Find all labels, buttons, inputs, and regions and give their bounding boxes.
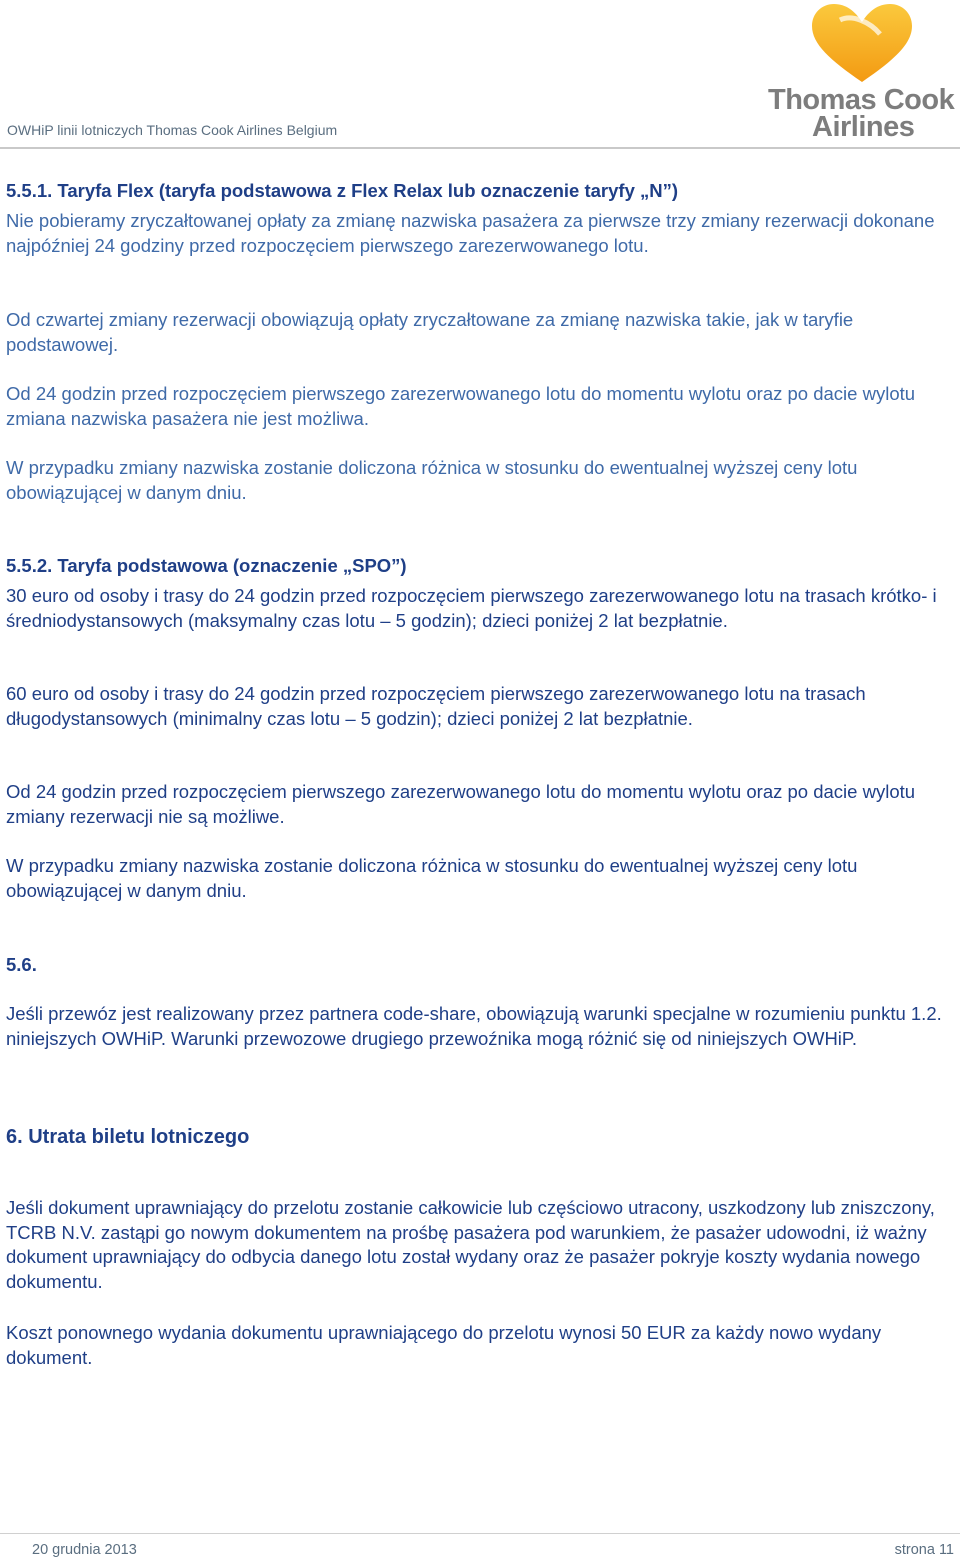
section-5-5-1-paragraph-4: W przypadku zmiany nazwiska zostanie doliczona różnica w stosunku do ewentualnej wyższej ceny lotu obowiązującej w danym dniu. [6,457,858,503]
section-5-5-2-paragraph-2: 60 euro od osoby i trasy do 24 godzin przed rozpoczęciem pierwszego zarezerwowanego lotu na trasach długodystansowych (minimalny czas lotu – 5 godzin); dzieci poniżej 2 lat bezpłatnie. [6,683,866,729]
section-5-5-1-heading: 5.5.1. Taryfa Flex (taryfa podstawowa z Flex Relax lub oznaczenie taryfy „N”) [6,180,679,201]
document-title: OWHiP linii lotniczych Thomas Cook Airlines Belgium [7,122,338,138]
section-5-5-2-paragraph-3: Od 24 godzin przed rozpoczęciem pierwszego zarezerwowanego lotu do momentu wylotu oraz po dacie wylotu zmiany rezerwacji nie są możliwe. [6,781,916,827]
section-5-6-paragraph-1: Jeśli przewóz jest realizowany przez partnera code-share, obowiązują warunki specjalne w rozumieniu punktu 1.2. niniejszych OWHiP. Warunki przewozowe drugiego przewoźnika mogą różnić się od niniejszych OWHiP. [6,1003,942,1049]
section-6-paragraph-1: Jeśli dokument uprawniający do przelotu zostanie całkowicie lub częściowo utracony, uszkodzony lub zniszczony, TCRB N.V. zastąpi go nowym dokumentem na prośbę pasażera pod warunkiem, że pasażer udowodni, iż ważny dokument uprawniający do odbycia danego lotu został wydany oraz że pasażer pokryje koszty wydania nowego dokumentu. [6,1197,935,1292]
logo-text-airlines: Airlines [812,111,915,143]
section-5-5-1-paragraph-2: Od czwartej zmiany rezerwacji obowiązują opłaty zryczałtowane za zmianę nazwiska takie, jak w taryfie podstawowej. [6,309,854,355]
footer-date: 20 grudnia 2013 [32,1542,137,1558]
heart-logo-icon [800,0,930,84]
section-5-5-2-paragraph-4: W przypadku zmiany nazwiska zostanie doliczona różnica w stosunku do ewentualnej wyższej ceny lotu obowiązującej w danym dniu. [6,855,858,901]
section-5-5-2-heading: 5.5.2. Taryfa podstawowa (oznaczenie „SPO”) [6,555,407,576]
header-divider [0,147,960,149]
section-6-paragraph-2: Koszt ponownego wydania dokumentu uprawniającego do przelotu wynosi 50 EUR za każdy nowo wydany dokument. [6,1322,882,1368]
section-5-5-2-paragraph-1: 30 euro od osoby i trasy do 24 godzin przed rozpoczęciem pierwszego zarezerwowanego lotu na trasach krótko- i średniodystansowych (maksymalny czas lotu – 5 godzin); dzieci poniżej 2 lat bezpłatnie. [6,585,937,631]
section-6-heading: 6. Utrata biletu lotniczego [6,1126,250,1148]
logo-text-thomas-cook: Thomas Cook [768,84,955,116]
section-5-6-heading: 5.6. [6,954,37,975]
section-5-5-1-paragraph-1: Nie pobieramy zryczałtowanej opłaty za zmianę nazwiska pasażera za pierwsze trzy zmiany rezerwacji dokonane najpóźniej 24 godziny przed rozpoczęciem pierwszego zarezerwowanego lotu. [6,210,935,256]
section-5-5-1-paragraph-3: Od 24 godzin przed rozpoczęciem pierwszego zarezerwowanego lotu do momentu wylotu oraz po dacie wylotu zmiana nazwiska pasażera nie jest możliwa. [6,383,916,429]
footer-divider [0,1533,960,1534]
footer-page-number: strona 11 [894,1542,954,1558]
